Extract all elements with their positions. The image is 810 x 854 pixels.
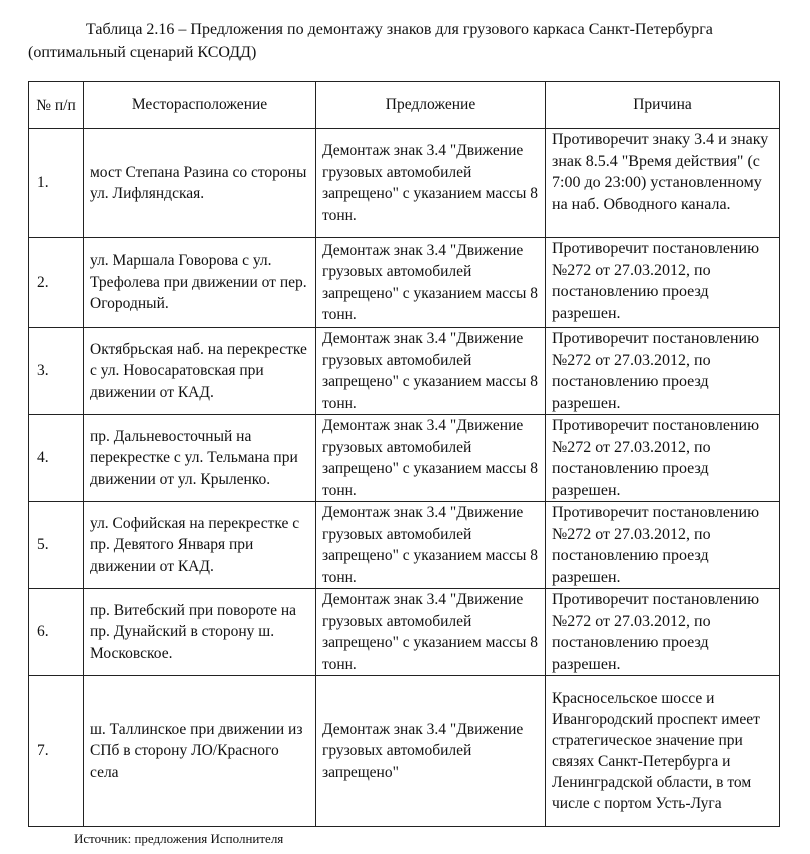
source-note: Источник: предложения Исполнителя [74,831,284,846]
row-num: 4. [29,415,84,502]
row-reason: Красносельское шоссе и Ивангородский проспект имеет стратегическое значение при связях Санкт-Петербурга и Ленинградской области, в том числе с портом Усть-Луга [546,676,780,827]
header-location: Месторасположение [84,82,316,129]
row-reason: Противоречит постановлению №272 от 27.03.2012, по постановлению проезд разрешен. [546,238,780,328]
row-num: 6. [29,589,84,676]
header-reason: Причина [546,82,780,129]
row-location: Октябрьская наб. на перекрестке с ул. Новосаратовская при движении от КАД. [84,328,316,415]
row-reason: Противоречит постановлению №272 от 27.03.2012, по постановлению проезд разрешен. [546,589,780,676]
row-proposal: Демонтаж знак 3.4 "Движение грузовых автомобилей запрещено" с указанием массы 8 тонн. [316,328,546,415]
table-row [29,238,780,328]
table-row [29,415,780,502]
row-num: 5. [29,502,84,589]
row-proposal: Демонтаж знак 3.4 "Движение грузовых автомобилей запрещено" с указанием массы 8 тонн. [316,502,546,589]
table-row [29,129,780,238]
header-proposal: Предложение [316,82,546,129]
row-proposal: Демонтаж знак 3.4 "Движение грузовых автомобилей запрещено" с указанием массы 8 тонн. [316,589,546,676]
row-location: пр. Витебский при повороте на пр. Дунайский в сторону ш. Московское. [84,589,316,676]
row-proposal: Демонтаж знак 3.4 "Движение грузовых автомобилей запрещено" с указанием массы 8 тонн. [316,238,546,328]
table-row [29,328,780,415]
row-proposal: Демонтаж знак 3.4 "Движение грузовых автомобилей запрещено" с указанием массы 8 тонн. [316,415,546,502]
proposals-table [28,81,780,827]
row-num: 3. [29,328,84,415]
row-location: ул. Софийская на перекрестке с пр. Девятого Января при движении от КАД. [84,502,316,589]
row-reason: Противоречит постановлению №272 от 27.03.2012, по постановлению проезд разрешен. [546,502,780,589]
row-location: ул. Маршала Говорова с ул. Трефолева при движении от пер. Огородный. [84,238,316,328]
row-proposal: Демонтаж знак 3.4 "Движение грузовых автомобилей запрещено" с указанием массы 8 тонн. [316,129,546,238]
row-location: мост Степана Разина со стороны ул. Лифляндская. [84,129,316,238]
row-reason: Противоречит знаку 3.4 и знаку знак 8.5.4 "Время действия" (с 7:00 до 23:00) установленному на наб. Обводного канала. [546,129,780,238]
table-row [29,589,780,676]
table-header-row [29,82,780,129]
row-num: 2. [29,238,84,328]
table-row [29,502,780,589]
table-row [29,676,780,827]
header-num: № п/п [29,82,84,129]
row-reason: Противоречит постановлению №272 от 27.03.2012, по постановлению проезд разрешен. [546,415,780,502]
row-location: ш. Таллинское при движении из СПб в сторону ЛО/Красного села [84,676,316,827]
row-num: 7. [29,676,84,827]
table-caption: Таблица 2.16 – Предложения по демонтажу знаков для грузового каркаса Санкт-Петербурга (оптимальный сценарий КСОДД) [28,21,713,61]
row-reason: Противоречит постановлению №272 от 27.03.2012, по постановлению проезд разрешен. [546,328,780,415]
row-location: пр. Дальневосточный на перекрестке с ул. Тельмана при движении от ул. Крыленко. [84,415,316,502]
row-num: 1. [29,129,84,238]
row-proposal: Демонтаж знак 3.4 "Движение грузовых автомобилей запрещено" [316,676,546,827]
